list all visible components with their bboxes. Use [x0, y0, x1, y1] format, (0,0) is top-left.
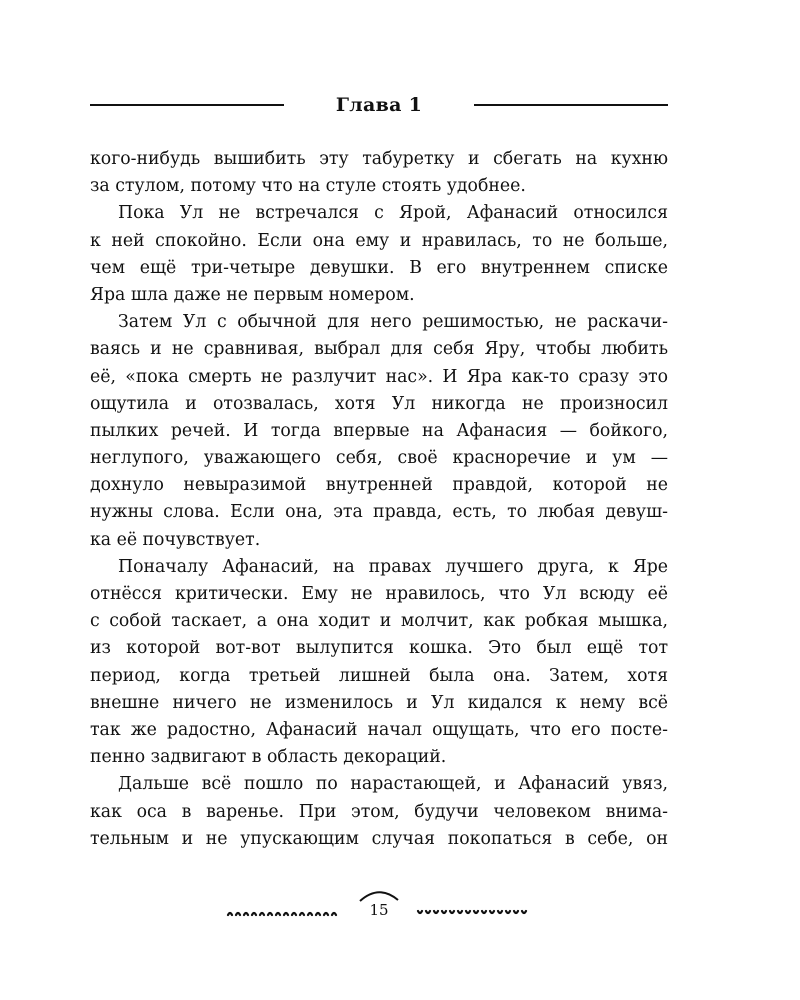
text-line: из которой вот-вот вылупится кошка. Это был ещё тот	[90, 638, 668, 659]
text-line: ка её почувствует.	[90, 529, 261, 550]
text-line: Дальше всё пошло по нарастающей, и Афанасий увяз,	[118, 774, 668, 795]
chapter-title: Глава 1	[335, 94, 423, 116]
paragraph-3	[90, 309, 668, 554]
text-line: Поначалу Афанасий, на правах лучшего друга, к Яре	[118, 556, 668, 577]
text-line: тельным и не упускающим случая покопаться в себе, он	[90, 828, 668, 849]
header-rule-left	[90, 104, 284, 106]
footer-ornament-right-icon	[414, 908, 532, 918]
text-line: Затем Ул с обычной для него решимостью, не раскачи-	[118, 312, 668, 333]
text-line: Яра шла даже не первым номером.	[90, 284, 415, 305]
text-line: за стулом, потому что на стуле стоять удобнее.	[90, 176, 526, 197]
text-line: кого-нибудь вышибить эту табуретку и сбегать на кухню	[90, 149, 668, 169]
paragraph-2	[90, 200, 668, 309]
text-line: отнёсся критически. Ему не нравилось, что Ул всюду её	[90, 584, 668, 604]
text-line: неглупого, уважающего себя, своё красноречие и ум —	[90, 448, 668, 469]
text-line: так же радостно, Афанасий начал ощущать, что его посте-	[90, 719, 668, 740]
text-line: пенно задвигают в область декораций.	[90, 747, 447, 768]
text-line: ваясь и не сравнивая, выбрал для себя Яру, чтобы любить	[90, 339, 668, 360]
text-line: её, «пока смерть не разлучит нас». И Яра как-то сразу это	[90, 366, 668, 387]
text-line: пылких речей. И тогда впервые на Афанасия — бойкого,	[90, 420, 668, 441]
text-line: ощутила и отозвалась, хотя Ул никогда не произносил	[90, 393, 668, 414]
text-line: внешне ничего не изменилось и Ул кидался к нему всё	[90, 692, 668, 713]
page-body-text	[90, 146, 668, 853]
paragraph-1	[90, 146, 668, 200]
text-line: Пока Ул не встречался с Ярой, Афанасий относился	[118, 203, 668, 224]
chapter-header	[90, 88, 668, 122]
page-footer	[222, 886, 536, 926]
text-line: дохнуло невыразимой внутренней правдой, которой не	[90, 475, 668, 496]
page-number: 15	[369, 901, 389, 919]
text-line: период, когда третьей лишней была она. Затем, хотя	[90, 665, 668, 686]
text-line: нужны слова. Если она, эта правда, есть, то любая девуш-	[90, 502, 668, 523]
text-line: с собой таскает, а она ходит и молчит, как робкая мышка,	[90, 611, 668, 632]
header-rule-right	[474, 104, 668, 106]
text-line: как оса в варенье. При этом, будучи человеком внима-	[90, 801, 668, 822]
paragraph-4	[90, 554, 668, 772]
text-line: чем ещё три-четыре девушки. В его внутреннем списке	[90, 257, 668, 278]
paragraph-5	[90, 771, 668, 853]
footer-ornament-left-icon	[226, 908, 344, 918]
text-line: к ней спокойно. Если она ему и нравилась, то не больше,	[90, 230, 668, 251]
